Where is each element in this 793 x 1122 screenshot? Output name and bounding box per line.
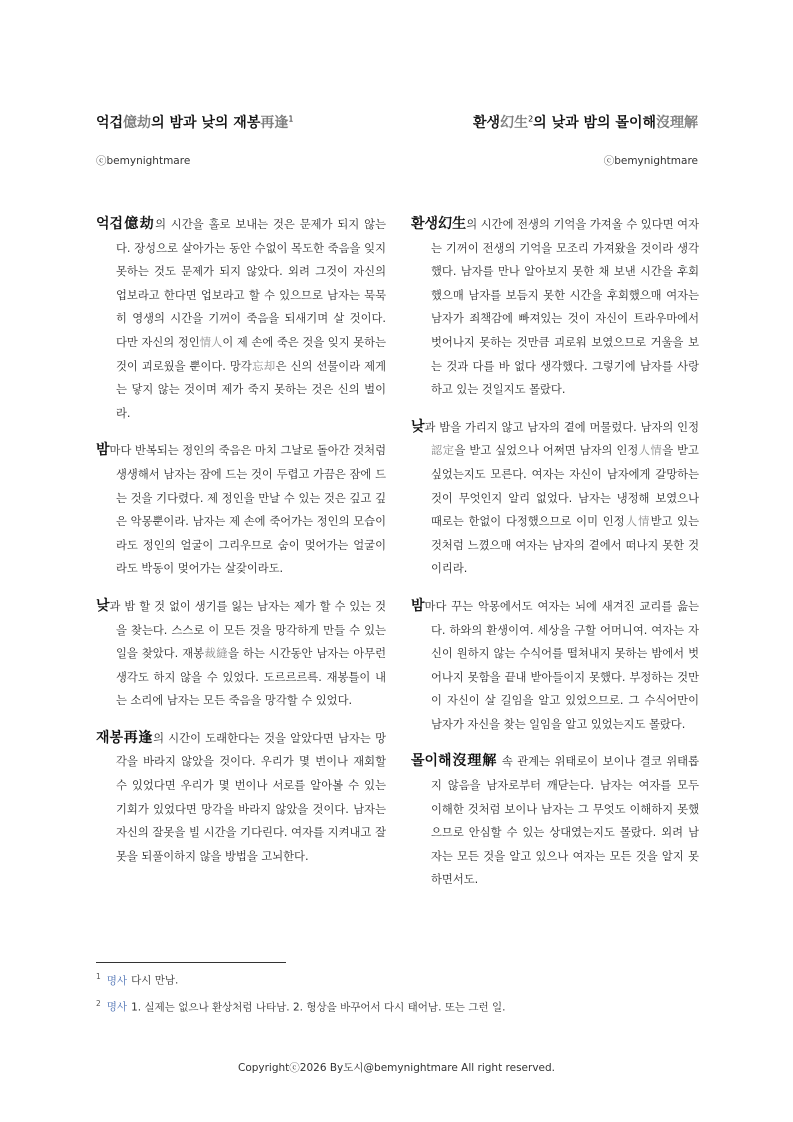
- footnote-mark: 1: [96, 972, 101, 981]
- title-left-part2: 의 밤과 낮의 재봉: [151, 115, 261, 131]
- paragraph-text: 마다 꾸는 악몽에서도 여자는 뇌에 새겨진 교리를 읊는다. 하와의 환생이여. 세상을 구할 어머니여. 여자는 자신이 원하지 않는 수식어를 떨쳐내지 못하는 밤에서 벗어나지 못함을 끝내 받아들이지 못했다. 부정하는 것만이 자신이 살 길임을 알고 있었으므로. 그 수식어만이 남자가 자신을 찾는 일임을 알고 있었는지도 몰랐다.: [424, 599, 699, 731]
- inline-hanja: 情人: [199, 335, 223, 349]
- title-right-part1: 환생: [473, 115, 501, 131]
- inline-hanja: 裁縫: [204, 647, 228, 661]
- paragraph-lead: 밤: [411, 597, 425, 614]
- paragraph-lead-hanja: 再逢: [123, 729, 154, 746]
- paragraph: [411, 595, 699, 737]
- author-handle-right: ⓒbemynightmare: [603, 155, 698, 167]
- footnote-pos-tag: 명사: [106, 974, 128, 987]
- inline-hanja: 認定: [431, 444, 455, 458]
- paragraph-lead: 몰이해: [411, 753, 452, 770]
- paragraph-lead: 낮: [96, 597, 110, 614]
- footnote-divider: [96, 962, 286, 963]
- paragraph-lead: 억겁: [96, 216, 124, 232]
- paragraph: [96, 439, 386, 581]
- footnote-text: 다시 만남.: [131, 974, 179, 987]
- paragraph: [96, 727, 386, 869]
- left-column: [96, 213, 386, 882]
- title-right-hanja2: 沒理解: [656, 115, 698, 131]
- paragraph-text: 은 신의 선물이라 제게는 닿지 않는 것이며 제가 죽지 못하는 것은 신의 벌이라.: [116, 359, 386, 420]
- paragraph-text: 과 밤 할 것 없이 생기를 잃는 남자는 제가 할 수 있는 것을 찾는다. 스스로 이 모든 것을 망각하게 만들 수 있는 일을 찾았다. 재봉: [109, 599, 386, 661]
- title-left: [96, 112, 293, 132]
- paragraph: [411, 416, 699, 581]
- paragraph: [411, 213, 699, 402]
- author-handle-left: ⓒbemynightmare: [96, 155, 191, 167]
- paragraph-lead: 재봉: [96, 729, 124, 746]
- paragraph-lead-hanja: 億劫: [123, 216, 156, 232]
- paragraph-lead: 낮: [411, 418, 425, 435]
- paragraph-text: 속 관계는 위태로이 보이나 결코 위태롭지 않음을 남자로부터 깨닫는다. 남자는 여자를 모두 이해한 것처럼 보이나 남자는 그 무엇도 이해하지 못했으므로 안심할 수 있는 상대였는지도 몰랐다. 외려 남자는 모든 것을 알고 있으나 여자는 모든 것을 알지 못하면서도.: [431, 755, 700, 887]
- paragraph-text: 마다 반복되는 정인의 죽음은 마치 그날로 돌아간 것처럼 생생해서 남자는 잠에 드는 것이 두렵고 가끔은 잠에 드는 것을 기다렸다. 제 정인을 만날 수 있는 것은 깊고 깊은 악몽뿐이라. 남자는 제 손에 죽어가는 정인의 모습이라도 정인의 얼굴이 그리우므로 숨이 멎어가는 얼굴이라도 박동이 멎어가는 살갗이라도.: [109, 444, 386, 576]
- paragraph-text: 이 제 손에 죽은 것을 잊지 못하는 것이 괴로웠을 뿐이다. 망각: [116, 335, 386, 373]
- paragraph-text: 의 시간이 도래한다는 것을 알았다면 남자는 망각을 바라지 않았을 것이다. 우리가 몇 번이나 재회할 수 있었다면 우리가 몇 번이나 서로를 알아볼 수 있는 기회가 있었다면 망각을 바라지 않았을 것이다. 남자는 자신의 잘못을 빌 시간을 기다린다. 여자를 지켜내고 잘못을 되풀이하지 않을 방법을 고뇌한다.: [116, 731, 386, 863]
- paragraph: [411, 750, 699, 892]
- footnotes: [96, 972, 505, 1025]
- footnote-pos-tag: 명사: [106, 1001, 128, 1013]
- paragraph: [96, 213, 386, 425]
- paragraph-lead-hanja: 幻生: [438, 216, 467, 232]
- title-left-part1: 억겁: [96, 115, 124, 131]
- footnote: [96, 999, 505, 1015]
- title-left-hanja2: 再逢: [260, 115, 289, 131]
- inline-hanja: 人情: [638, 444, 663, 458]
- paragraph-text: 과 밤을 가리지 않고 남자의 곁에 머물렀다. 남자의 인정: [424, 420, 699, 434]
- title-right: [473, 112, 698, 132]
- copyright-notice: Copyrightⓒ2026 By도시@bemynightmare All right reserved.: [237, 1062, 556, 1074]
- title-right-part2: 의 낮과 밤의 몰이해: [533, 115, 656, 131]
- footnote-ref-2[interactable]: 2: [528, 114, 534, 124]
- title-right-hanja1: 幻生: [500, 115, 529, 131]
- footnote-text: 1. 실제는 없으나 환상처럼 나타남. 2. 형상을 바꾸어서 다시 태어남. 또는 그런 일.: [131, 1001, 506, 1013]
- right-column: [411, 213, 699, 906]
- paragraph-lead: 밤: [96, 442, 110, 459]
- page-header: [96, 112, 698, 172]
- paragraph-text: 을 받고 싶었는지도 모른다. 여자는 자신이 남자에게 갈망하는 것이 무엇인지 알리 없었다. 남자는 냉정해 보였으나 때로는 한없이 다정했으므로 이미 인정: [431, 444, 699, 529]
- paragraph-text: 의 시간에 전생의 기억을 가져올 수 있다면 여자는 기꺼이 전생의 기억을 모조리 가져왔을 것이라 생각했다. 남자를 만나 알아보지 못한 채 보낸 시간을 후회했으매 남자를 보듬지 못한 시간을 후회했으매 여자는 남자가 죄책감에 빠져있는 것이 자신이 트라우마에서 벗어나지 못하는 것만큼 괴로워 보였으므로 거울을 보는 것과 다를 바 없다 생각했다. 그렇기에 남자를 사랑하고 있는 것일지도 몰랐다.: [431, 218, 700, 397]
- paragraph-lead: 환생: [411, 216, 439, 232]
- inline-hanja: 人情: [624, 515, 651, 529]
- paragraph: [96, 595, 386, 713]
- footnote: [96, 972, 505, 988]
- paragraph-lead-hanja: 沒理解: [451, 753, 498, 770]
- paragraph-text: 의 시간을 홀로 보내는 것은 문제가 되지 않는다. 장성으로 살아가는 동안 수없이 목도한 죽음을 잊지 못하는 것도 문제가 되지 않았다. 외려 그것이 자신의 업보라고 한다면 업보라고 할 수 있으므로 남자는 묵묵히 영생의 시간을 기꺼이 죽음을 되새기며 살 것이다. 다만 자신의 정인: [116, 218, 386, 349]
- paragraph-text: 을 하는 시간동안 남자는 아무런 생각도 하지 않을 수 있었다. 도르르르륵. 재봉틀이 내는 소리에 남자는 모든 죽음을 망각할 수 있었다.: [116, 647, 387, 708]
- footnote-mark: 2: [96, 998, 101, 1008]
- inline-hanja: 忘却: [251, 359, 276, 373]
- paragraph-text: 받고 있는 것처럼 느꼈으매 여자는 남자의 곁에서 떠나지 못한 것이리라.: [431, 515, 699, 576]
- footnote-ref-1[interactable]: 1: [288, 114, 294, 124]
- title-left-hanja1: 億劫: [123, 115, 152, 131]
- paragraph-text: 을 받고 싶었으나 어쩌면 남자의 인정: [454, 444, 639, 458]
